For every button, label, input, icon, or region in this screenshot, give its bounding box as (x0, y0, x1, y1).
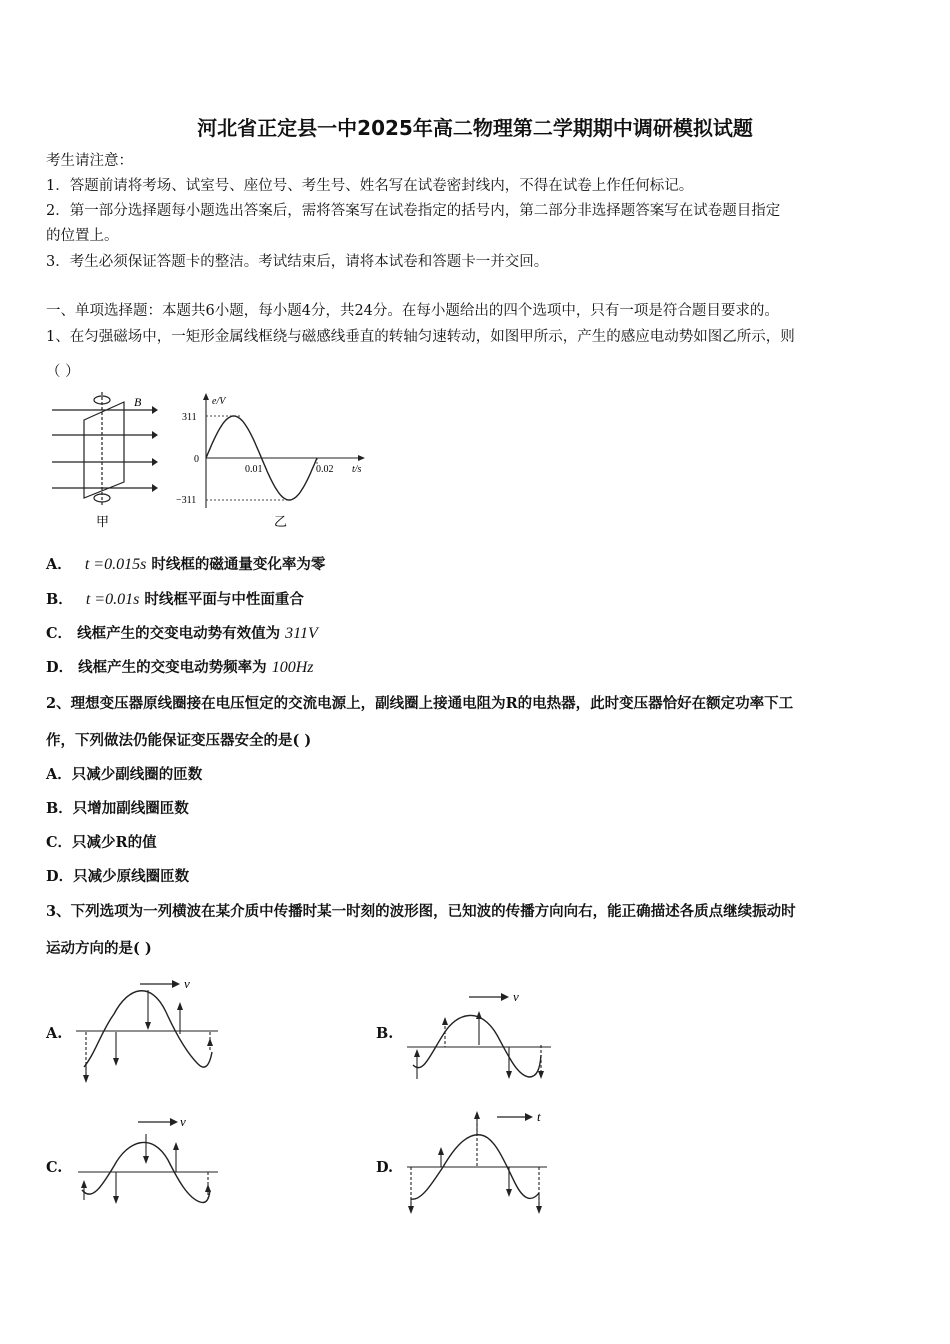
wave-curve (413, 1015, 541, 1077)
origin-label: 0 (194, 454, 199, 465)
q3-option-a-key[interactable]: A. (46, 1025, 63, 1042)
figure-b-caption: 乙 (274, 514, 288, 529)
option-text: 只减少R的值 (72, 834, 157, 851)
x-tick-label: 0.01 (245, 464, 263, 475)
q1-option-d[interactable] (46, 658, 313, 678)
section-heading: 一、单项选择题：本题共6小题，每小题4分，共24分。在每小题给出的四个选项中，只有一项是符合题目要求的。 (46, 303, 779, 319)
y-axis-label: e/V (212, 396, 226, 407)
option-key: C． (46, 834, 73, 851)
q1-option-b[interactable] (46, 590, 304, 610)
q2-option-b[interactable] (46, 799, 189, 819)
q2-option-d[interactable] (46, 867, 189, 887)
option-text: 线框产生的交变电动势有效值为 (77, 625, 281, 642)
q3-option-d-wave[interactable] (405, 1105, 555, 1220)
q3-option-d-key[interactable]: D. (376, 1159, 394, 1176)
y-min-label: −311 (176, 495, 197, 506)
q2-stem-line1: 2、理想变压器原线圈接在电压恒定的交流电源上，副线圈上接通电阻为R的电热器，此时变压器恰好在额定功率下工 (46, 695, 794, 712)
option-math: 311V (285, 625, 318, 642)
y-max-label: 311 (182, 412, 197, 423)
q3-option-b-wave[interactable] (405, 985, 555, 1085)
option-text: 只增加副线圈匝数 (72, 800, 189, 817)
option-text: 只减少副线圈的匝数 (71, 766, 203, 783)
q2-option-a[interactable] (46, 765, 202, 785)
notice-line-3: 的位置上。 (46, 228, 119, 244)
velocity-label: t (537, 1109, 541, 1124)
option-key: C． (46, 625, 73, 642)
b-field-label: B (134, 395, 142, 409)
option-key: A． (46, 766, 72, 783)
option-math: t =0.015s (84, 556, 147, 573)
velocity-label: v (513, 989, 519, 1004)
option-key: D． (46, 868, 74, 885)
option-key: B． (46, 800, 73, 817)
q1-stem-line1: 1、在匀强磁场中，一矩形金属线框绕与磁感线垂直的转轴匀速转动，如图甲所示，产生的感应电动势如图乙所示，则 (46, 329, 795, 345)
q1-option-a[interactable] (46, 555, 325, 575)
x-axis-label: t/s (352, 464, 362, 475)
coil-frame (84, 402, 124, 498)
q3-option-b-key[interactable]: B. (376, 1025, 394, 1042)
option-math: 100Hz (271, 659, 314, 676)
page-title: 河北省正定县一中2025年高二物理第二学期期中调研模拟试题 (197, 116, 753, 140)
notice-line-1: 1．答题前请将考场、试室号、座位号、考生号、姓名写在试卷密封线内，不得在试卷上作任何标记。 (46, 178, 694, 194)
option-text: 时线框平面与中性面重合 (144, 591, 304, 608)
option-key: D． (46, 659, 74, 676)
figure-a-caption: 甲 (96, 514, 110, 529)
q1-figure-coil (40, 390, 170, 530)
velocity-label: v (180, 1114, 186, 1129)
notice-line-4: 3．考生必须保证答题卡的整洁。考试结束后，请将本试卷和答题卡一并交回。 (46, 254, 549, 270)
option-text: 时线框的磁通量变化率为零 (151, 556, 326, 573)
q3-stem-line2: 运动方向的是( ) (46, 940, 152, 957)
q3-option-c-wave[interactable] (76, 1110, 226, 1215)
x-tick-label: 0.02 (316, 464, 334, 475)
q1-option-c[interactable] (46, 624, 318, 644)
q2-option-c[interactable] (46, 833, 157, 853)
option-text: 线框产生的交变电动势频率为 (78, 659, 267, 676)
notice-line-2: 2．第一部分选择题每小题选出答案后，需将答案写在试卷指定的括号内，第二部分非选择题答案写在试卷题目指定 (46, 203, 781, 219)
option-text: 只减少原线圈匝数 (73, 868, 190, 885)
option-math: t =0.01s (85, 591, 140, 608)
notice-heading: 考生请注意： (46, 153, 133, 169)
q2-stem-line2: 作，下列做法仍能保证变压器安全的是( ) (46, 732, 312, 749)
option-key: A． (46, 556, 72, 573)
q1-figure-emf-chart (170, 390, 380, 530)
q3-stem-line1: 3、下列选项为一列横波在某介质中传播时某一时刻的波形图，已知波的传播方向向右，能正确描述各质点继续振动时 (46, 903, 796, 920)
q1-stem-line2: （ ） (46, 364, 80, 380)
option-key: B． (46, 591, 73, 608)
q3-option-a-wave[interactable] (76, 972, 226, 1087)
velocity-label: v (184, 976, 190, 991)
q3-option-c-key[interactable]: C. (46, 1159, 63, 1176)
